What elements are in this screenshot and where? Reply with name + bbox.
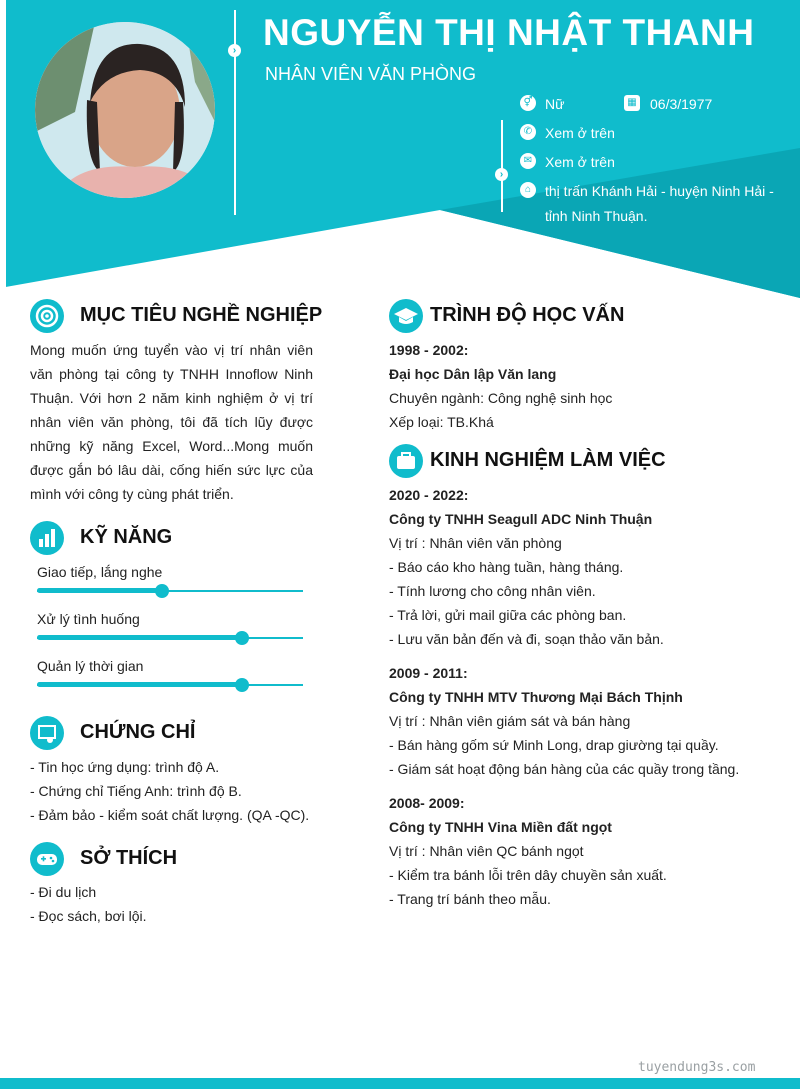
education-major: Chuyên ngành: Công nghệ sinh học: [389, 390, 613, 406]
certificates-title: CHỨNG CHỈ: [80, 721, 196, 743]
address-line-1: thị trấn Khánh Hải - huyện Ninh Hải -: [545, 183, 774, 199]
education-period: 1998 - 2002:: [389, 342, 469, 358]
hobby-item: - Đọc sách, bơi lội.: [30, 908, 147, 924]
gender-value: Nữ: [545, 96, 565, 112]
contact-divider-line: [501, 120, 503, 212]
watermark: tuyendung3s.com: [638, 1060, 756, 1075]
gender-icon: ⚥: [520, 95, 536, 111]
email-icon: ✉: [520, 153, 536, 169]
job-period: 2020 - 2022:: [389, 487, 469, 503]
job-duty: - Báo cáo kho hàng tuần, hàng tháng.: [389, 559, 624, 575]
job-position: Vị trí : Nhân viên giám sát và bán hàng: [389, 713, 631, 729]
certificate-item: - Tin học ứng dụng: trình độ A.: [30, 759, 220, 775]
job-duty: - Trả lời, gửi mail giữa các phòng ban.: [389, 607, 627, 623]
skill-bar-fill: [37, 635, 242, 640]
home-icon: ⌂: [520, 182, 536, 198]
full-name: NGUYỄN THỊ NHẬT THANH: [263, 12, 755, 53]
graduation-cap-icon: [389, 299, 423, 333]
job-duty: - Giám sát hoạt động bán hàng của các quầy trong tầng.: [389, 761, 740, 777]
calendar-icon: ▦: [624, 95, 640, 111]
skill-label: Quản lý thời gian: [37, 658, 144, 674]
bar-chart-icon: [30, 521, 64, 555]
skill-bar-fill: [37, 682, 242, 687]
header-divider-line: [234, 10, 236, 215]
target-icon: [30, 299, 64, 333]
job-position: Vị trí : Nhân viên văn phòng: [389, 535, 562, 551]
hobbies-title: SỞ THÍCH: [80, 847, 178, 869]
job-company: Công ty TNHH MTV Thương Mại Bách Thịnh: [389, 689, 683, 705]
skill-bar-fill: [37, 588, 162, 593]
briefcase-icon: [389, 444, 423, 478]
job-period: 2009 - 2011:: [389, 665, 468, 681]
certificate-item: - Chứng chỉ Tiếng Anh: trình độ B.: [30, 783, 242, 799]
skill-label: Xử lý tình huống: [37, 611, 140, 627]
email-value: Xem ở trên: [545, 154, 615, 170]
job-company: Công ty TNHH Vina Miền đất ngọt: [389, 819, 612, 835]
job-position: Vị trí : Nhân viên QC bánh ngọt: [389, 843, 584, 859]
job-title: NHÂN VIÊN VĂN PHÒNG: [265, 64, 477, 84]
job-duty: - Trang trí bánh theo mẫu.: [389, 891, 551, 907]
phone-icon: ✆: [520, 124, 536, 140]
chevron-right-icon: ›: [495, 168, 508, 181]
job-company: Công ty TNHH Seagull ADC Ninh Thuận: [389, 511, 653, 527]
avatar: [35, 22, 215, 198]
education-title: TRÌNH ĐỘ HỌC VẤN: [430, 304, 625, 326]
skill-level-knob[interactable]: [235, 631, 249, 645]
hobby-item: - Đi du lịch: [30, 884, 97, 900]
certificate-icon: [30, 716, 64, 750]
address-line-2: tỉnh Ninh Thuận.: [545, 208, 648, 224]
footer-bar: [0, 1078, 800, 1089]
experience-title: KINH NGHIỆM LÀM VIỆC: [430, 449, 666, 471]
skill-label: Giao tiếp, lắng nghe: [37, 564, 163, 580]
job-period: 2008- 2009:: [389, 795, 465, 811]
objective-title: MỤC TIÊU NGHỀ NGHIỆP: [80, 304, 323, 326]
certificate-item: - Đảm bảo - kiểm soát chất lượng. (QA -QC).: [30, 807, 310, 823]
skills-title: KỸ NĂNG: [80, 526, 173, 548]
gamepad-icon: [30, 842, 64, 876]
job-duty: - Lưu văn bản đến và đi, soạn thảo văn bản.: [389, 631, 664, 647]
job-duty: - Bán hàng gốm sứ Minh Long, drap giường tại quầy.: [389, 737, 719, 753]
skill-level-knob[interactable]: [155, 584, 169, 598]
chevron-right-icon: ›: [228, 44, 241, 57]
skill-level-knob[interactable]: [235, 678, 249, 692]
education-school: Đại học Dân lập Văn lang: [389, 366, 557, 382]
job-duty: - Tính lương cho công nhân viên.: [389, 583, 596, 599]
education-grade: Xếp loại: TB.Khá: [389, 414, 494, 430]
birthdate-value: 06/3/1977: [650, 96, 713, 112]
objective-text: Mong muốn ứng tuyển vào vị trí nhân viên văn phòng tại công ty TNHH Innoflow Ninh Thuận. Với hơn 2 năm kinh nghiệm ở vị trí nhân viên văn phòng, tôi đã tích lũy được những kỹ năng Excel, Word...Mong muốn được gắn bó lâu dài, cống hiến sức lực của mình với công ty cùng phát triển.: [30, 342, 313, 502]
phone-value: Xem ở trên: [545, 125, 615, 141]
job-duty: - Kiểm tra bánh lỗi trên dây chuyền sản xuất.: [389, 867, 667, 883]
